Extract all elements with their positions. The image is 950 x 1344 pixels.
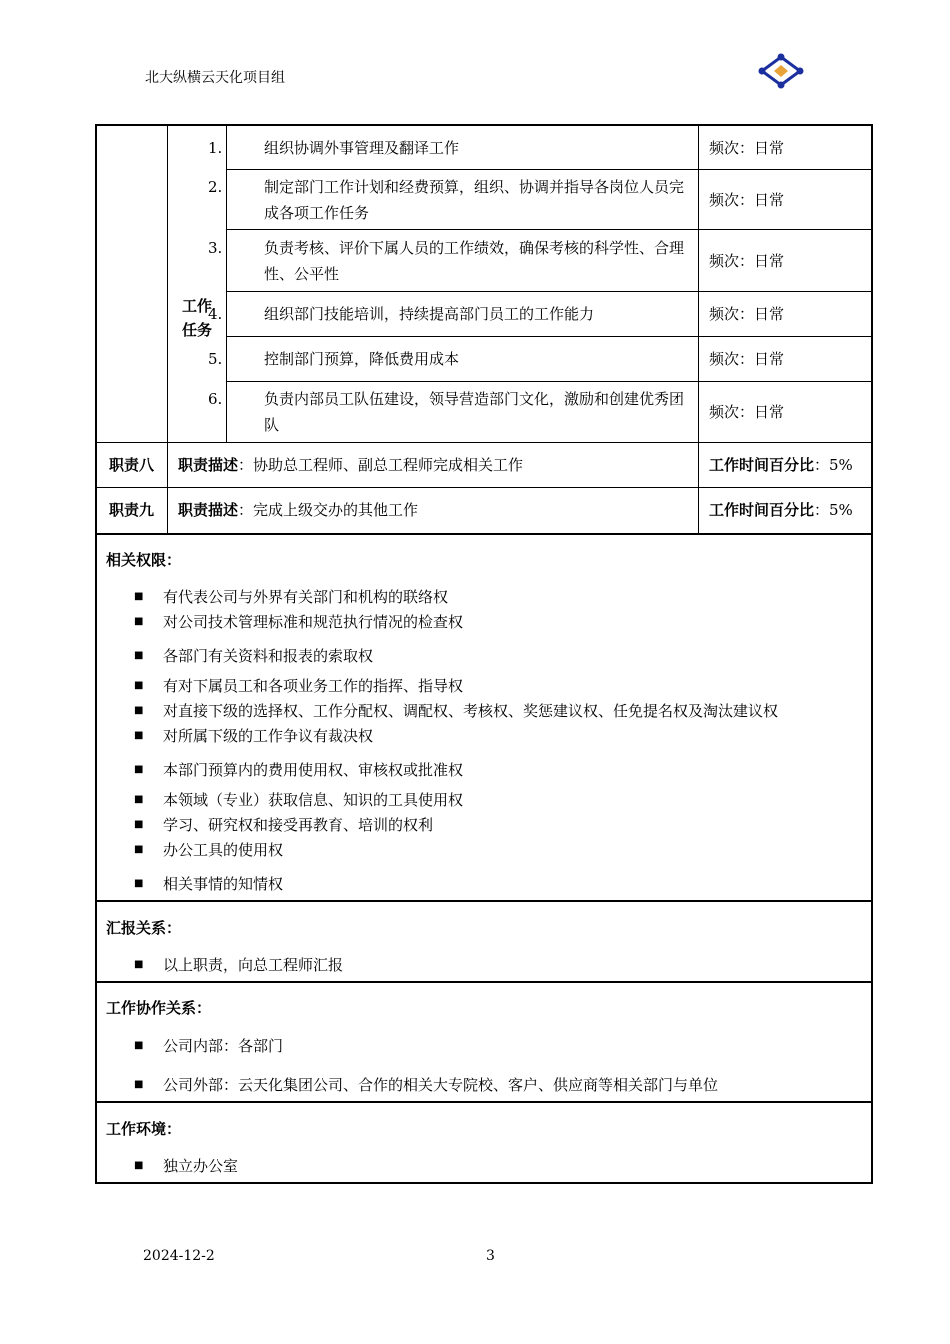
list-item: 办公工具的使用权	[163, 841, 284, 859]
duty-label: 职责八	[108, 456, 154, 474]
task-frequency: 频次：日常	[709, 191, 785, 209]
authority-title: 相关权限：	[106, 551, 182, 569]
list-item: 有对下属员工和各项业务工作的指挥、指导权	[163, 677, 464, 695]
duty-description: 职责描述：协助总工程师、副总工程师完成相关工作	[178, 456, 524, 474]
list-item: 对所属下级的工作争议有裁决权	[163, 727, 374, 745]
duty-label: 职责九	[108, 501, 154, 519]
list-item: 公司内部：各部门	[163, 1037, 284, 1055]
list-item: 各部门有关资料和报表的索取权	[163, 647, 374, 665]
company-logo	[756, 52, 806, 90]
cooperation-title: 工作协作关系：	[106, 999, 212, 1017]
task-row: 5. 控制部门预算，降低费用成本	[208, 350, 460, 368]
task-frequency: 频次：日常	[709, 305, 785, 323]
duty-time-percent: 工作时间百分比：5%	[709, 501, 853, 519]
list-item: 独立办公室	[163, 1157, 239, 1175]
task-row: 6. 负责内部员工队伍建设，领导营造部门文化，激励和创建优秀团队	[208, 390, 685, 434]
list-item: 对公司技术管理标准和规范执行情况的检查权	[163, 613, 464, 631]
footer-date: 2024-12-2	[143, 1248, 215, 1264]
list-item: 公司外部：云天化集团公司、合作的相关大专院校、客户、供应商等相关部门与单位	[163, 1076, 719, 1094]
tasks-label: 工作 任务	[181, 297, 212, 339]
task-row: 1. 组织协调外事管理及翻译工作	[208, 139, 460, 157]
list-item: 对直接下级的选择权、工作分配权、调配权、考核权、奖惩建议权、任免提名权及淘汰建议权	[163, 702, 779, 720]
task-row: 4. 组织部门技能培训，持续提高部门员工的工作能力	[208, 305, 595, 323]
page-number: 3	[486, 1248, 495, 1264]
task-row: 2. 制定部门工作计划和经费预算，组织、协调并指导各岗位人员完成各项工作任务	[208, 178, 685, 222]
list-item: 本部门预算内的费用使用权、审核权或批准权	[163, 761, 464, 779]
duty-time-percent: 工作时间百分比：5%	[709, 456, 853, 474]
task-frequency: 频次：日常	[709, 139, 785, 157]
environment-title: 工作环境：	[106, 1120, 182, 1138]
task-row: 3. 负责考核、评价下属人员的工作绩效，确保考核的科学性、合理性、公平性	[208, 239, 685, 283]
list-item: 本领域（专业）获取信息、知识的工具使用权	[163, 791, 464, 809]
list-item: 相关事情的知情权	[163, 875, 284, 893]
list-item: 有代表公司与外界有关部门和机构的联络权	[163, 588, 449, 606]
task-frequency: 频次：日常	[709, 252, 785, 270]
list-item: 学习、研究权和接受再教育、培训的权利	[163, 816, 434, 834]
task-frequency: 频次：日常	[709, 403, 785, 421]
duty-description: 职责描述：完成上级交办的其他工作	[178, 501, 419, 519]
header-org: 北大纵横云天化项目组	[145, 70, 285, 86]
reporting-title: 汇报关系：	[106, 919, 182, 937]
task-frequency: 频次：日常	[709, 350, 785, 368]
list-item: 以上职责，向总工程师汇报	[163, 956, 344, 974]
